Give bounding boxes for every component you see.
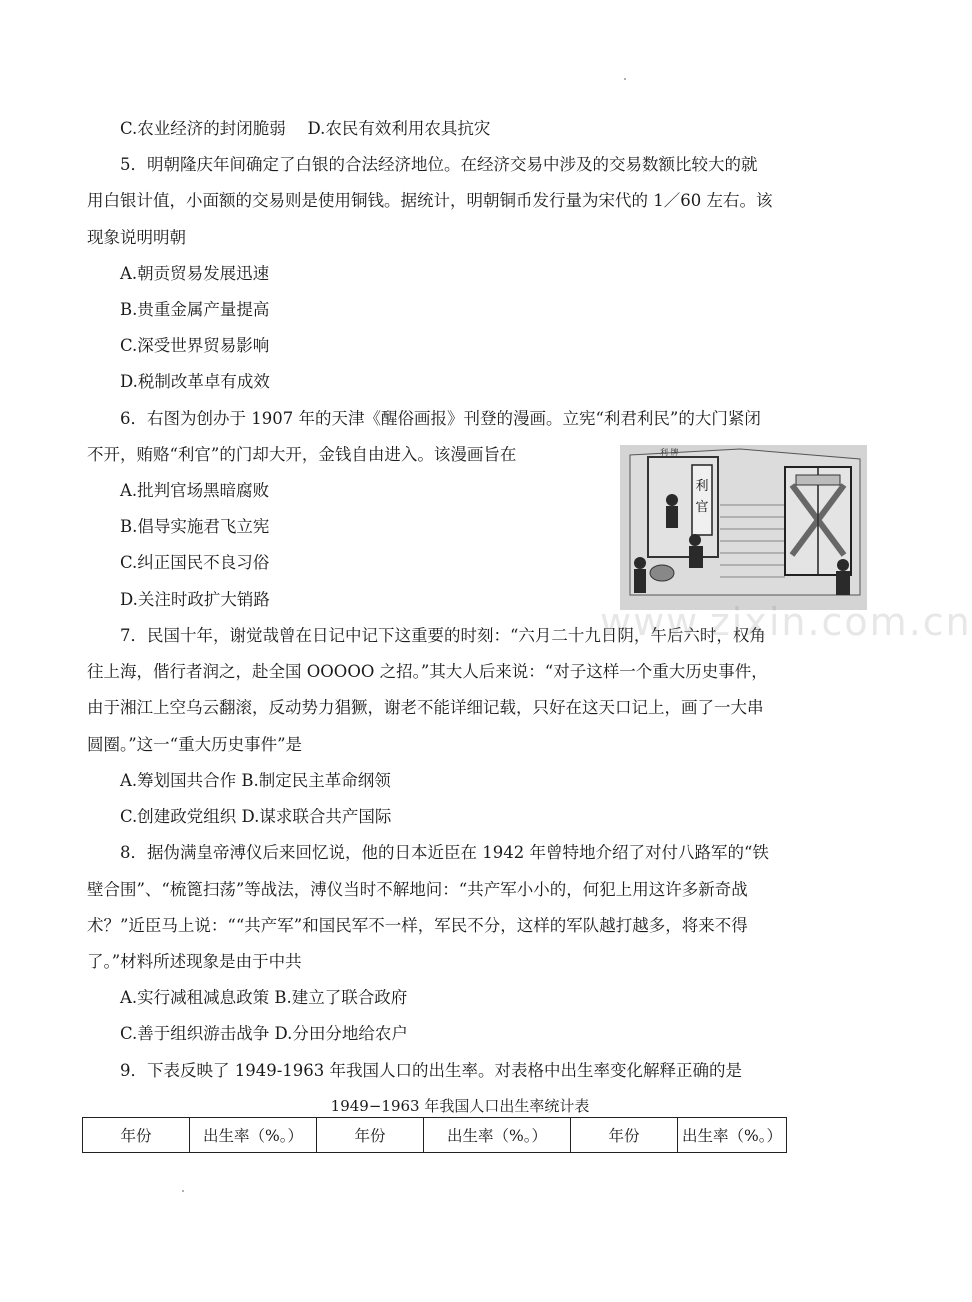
scan-speck	[624, 78, 626, 80]
table-header-cell: 年份	[571, 1118, 678, 1153]
option-ab: A.筹划国共合作 B.制定民主革命纲领	[120, 771, 391, 790]
table-header-cell: 出生率（%。）	[424, 1118, 571, 1153]
question-6-line: 6．右图为创办于 1907 年的天津《醒俗画报》刊登的漫画。立宪“利君利民”的大门紧闭	[120, 409, 761, 428]
table-header-cell: 出生率（%。）	[190, 1118, 317, 1153]
cartoon-sign-char: 利	[695, 479, 709, 494]
option-b: B.倡导实施君飞立宪	[120, 517, 270, 536]
cartoon-top-label: 利 牌	[660, 448, 679, 457]
option-a: A.朝贡贸易发展迅速	[120, 264, 270, 283]
question-8-line: 术？”近臣马上说：““共产军”和国民军不一样，军民不分，这样的军队越打越多，将来不得	[87, 916, 748, 935]
option-ab: A.实行减租减息政策 B.建立了联合政府	[120, 988, 408, 1007]
question-7-line: 圆圈。”这一“重大历史事件”是	[87, 735, 303, 754]
option-c: C.纠正国民不良习俗	[120, 553, 270, 572]
cartoon-drawing	[620, 445, 867, 610]
question-6-line: 不开，贿赂“利官”的门却大开，金钱自由进入。该漫画旨在	[87, 445, 517, 464]
watermark: www.zixin.com.cn	[600, 600, 972, 644]
option-cd: C.善于组织游击战争 D.分田分地给农户	[120, 1024, 408, 1043]
table-header-cell: 出生率（%。）	[678, 1118, 787, 1153]
question-8-line: 了。”材料所述现象是由于中共	[87, 952, 302, 971]
question-5-line: 5．明朝隆庆年间确定了白银的合法经济地位。在经济交易中涉及的交易数额比较大的就	[120, 155, 758, 174]
question-9-line: 9．下表反映了 1949-1963 年我国人口的出生率。对表格中出生率变化解释正确的是	[120, 1061, 743, 1080]
question-7-line: 往上海，偕行者润之，赴全国 OOOOO 之招。”其大人后来说：“对子这样一个重大历史事件，	[87, 662, 768, 681]
scan-speck	[182, 1190, 184, 1192]
table-caption: 1949−1963 年我国人口出生率统计表	[330, 1097, 590, 1115]
option-cd: C.创建政党组织 D.谋求联合共产国际	[120, 807, 392, 826]
option-d: D.关注时政扩大销路	[120, 590, 270, 609]
question-7-line: 由于湘江上空乌云翻滚，反动势力猖獗，谢老不能详细记载，只好在这天口记上，画了一大串	[87, 698, 764, 717]
table-header-row	[83, 1118, 787, 1153]
option-c: C.深受世界贸易影响	[120, 336, 270, 355]
table-header-cell: 年份	[83, 1118, 190, 1153]
option-a: A.批判官场黑暗腐败	[120, 481, 270, 500]
question-7-line: 7．民国十年，谢觉哉曾在日记中记下这重要的时刻：“六月二十九日阴，午后六时，权角	[120, 626, 766, 645]
birth-rate-table	[82, 1117, 787, 1153]
cartoon-illustration	[620, 445, 867, 610]
question-8-line: 壁合围”、“梳篦扫荡”等战法，溥仪当时不解地问：“共产军小小的，何犯上用这许多新奇战	[87, 880, 748, 899]
option-b: B.贵重金属产量提高	[120, 300, 270, 319]
cartoon-sign-char: 官	[695, 500, 709, 515]
question-8-line: 8．据伪满皇帝溥仪后来回忆说，他的日本近臣在 1942 年曾特地介绍了对付八路军的“铁	[120, 843, 769, 862]
option-d: D.税制改革卓有成效	[120, 372, 270, 391]
question-5-line: 现象说明明朝	[87, 228, 186, 247]
table-header-cell: 年份	[317, 1118, 424, 1153]
option-line: C.农业经济的封闭脆弱 D.农民有效利用农具抗灾	[120, 119, 491, 138]
question-5-line: 用白银计值，小面额的交易则是使用铜钱。据统计，明朝铜币发行量为宋代的 1／60 左右。该	[87, 191, 773, 210]
